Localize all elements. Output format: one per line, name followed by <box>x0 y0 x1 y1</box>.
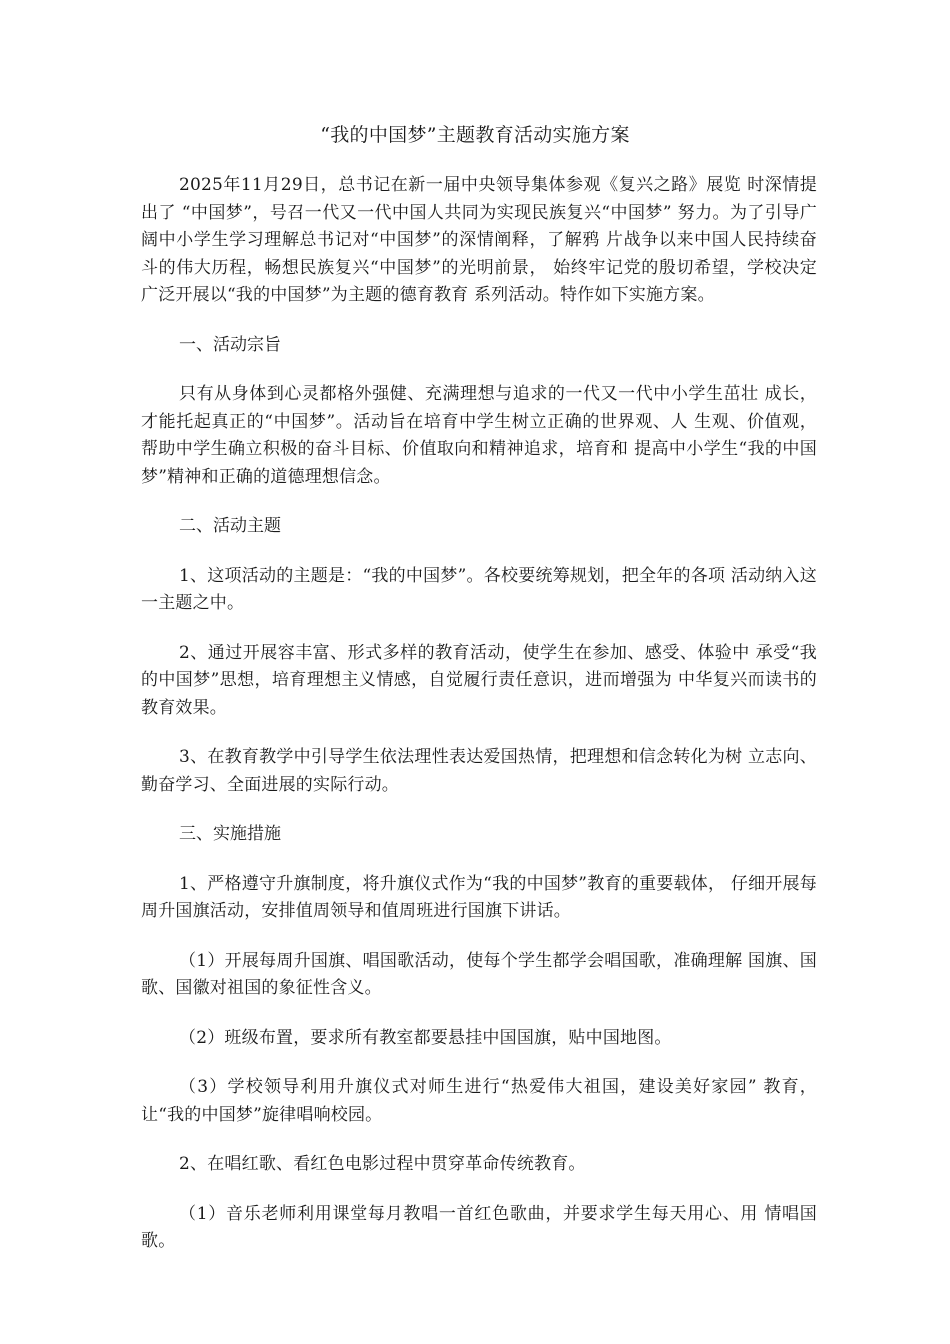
section-2-item-2: 2、通过开展容丰富、形式多样的教育活动，使学生在参加、感受、体验中 承受“我的中国梦”思想，培育理想主义情感，自觉履行责任意识，进而增强为 中华复兴而读书的教育效果。 <box>141 642 817 718</box>
section-3-item-2-sub-1: （1）音乐老师利用课堂每月教唱一首红色歌曲，并要求学生每天用心、用 情唱国歌。 <box>141 1203 817 1251</box>
section-3-heading: 三、实施措施 <box>179 824 281 844</box>
section-1-heading: 一、活动宗旨 <box>179 334 281 355</box>
section-3-item-1: 1、严格遵守升旗制度，将升旗仪式作为“我的中国梦”教育的重要载体， 仔细开展每周升国旗活动，安排值周领导和值周班进行国旗下讲话。 <box>141 873 817 921</box>
section-2-item-3: 3、在教育教学中引导学生依法理性表达爱国热情，把理想和信念转化为树 立志向、勤奋学习、全面进展的实际行动。 <box>141 747 817 795</box>
section-3-item-1-sub-2: （2）班级布置，要求所有教室都要悬挂中国国旗，贴中国地图。 <box>179 1027 672 1048</box>
document-title: “我的中国梦”主题教育活动实施方案 <box>320 124 630 146</box>
section-3-item-1-sub-1: （1）开展每周升国旗、唱国歌活动，使每个学生都学会唱国歌，准确理解 国旗、国歌、国徽对祖国的象征性含义。 <box>141 950 817 998</box>
section-1-paragraph: 只有从身体到心灵都格外强健、充满理想与追求的一代又一代中小学生茁壮 成长，才能托起真正的“中国梦”。活动旨在培育中学生树立正确的世界观、人 生观、价值观，帮助中学生确立积极的奋斗目标、价值取向和精神追求，培育和 提高中小学生“我的中国梦”精神和正确的道德理想信念。 <box>141 384 817 487</box>
section-3-item-1-sub-3: （3）学校领导利用升旗仪式对师生进行“热爱伟大祖国，建设美好家园” 教育，让“我的中国梦”旋律唱响校园。 <box>141 1077 817 1125</box>
document-body <box>141 172 817 1256</box>
section-2-heading: 二、活动主题 <box>179 516 281 536</box>
section-2-item-1: 1、这项活动的主题是：“我的中国梦”。各校要统筹规划，把全年的各项 活动纳入这一主题之中。 <box>141 565 817 613</box>
intro-paragraph: 2025年11月29日，总书记在新一届中央领导集体参观《复兴之路》展览 时深情提出了 “中国梦”，号召一代又一代中国人共同为实现民族复兴“中国梦” 努力。为了引导广阔中小学生学习理解总书记对“中国梦”的深情阐释，了解鸦 片战争以来中国人民持续奋斗的伟大历程，畅想民族复兴“中国梦”的光明前景， 始终牢记党的殷切希望，学校决定广泛开展以“我的中国梦”为主题的德育教育 系列活动。特作如下实施方案。 <box>141 175 817 305</box>
section-3-item-2: 2、在唱红歌、看红色电影过程中贯穿革命传统教育。 <box>179 1154 586 1174</box>
